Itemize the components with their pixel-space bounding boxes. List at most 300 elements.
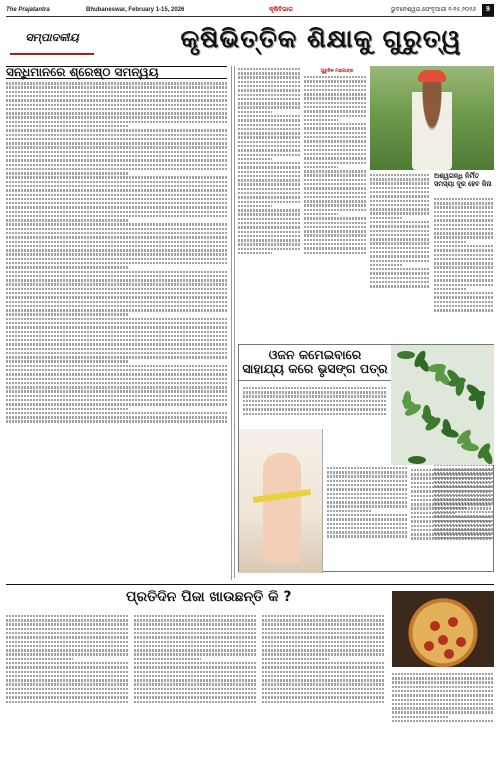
text-line [434,236,494,238]
text-line [6,296,227,298]
text-line [304,153,366,155]
text-line [304,192,366,194]
text-line [327,505,407,507]
text-line [243,408,387,410]
page-header [6,4,494,17]
text-line [6,168,227,170]
text-line [6,176,227,178]
text-line [6,692,128,694]
text-line [238,145,300,147]
text-line [238,76,300,78]
text-line [327,471,407,473]
text-line [238,158,272,160]
text-line [238,119,300,121]
text-line [304,187,366,189]
text-line [411,520,491,522]
feature-headline-line-1: ଓଜନ କମେଇବାରେ [268,347,362,362]
text-line [6,343,227,345]
text-line [238,235,300,237]
text-line [6,688,128,690]
farmer-figure [412,74,452,170]
text-line [411,507,491,509]
text-line [6,641,128,643]
text-line [392,686,494,688]
text-line [304,89,366,91]
feature-text-column-1 [327,465,407,540]
text-line [304,174,366,176]
text-line [304,119,338,121]
text-line [327,467,407,469]
text-line [370,182,430,184]
text-line [238,222,300,224]
text-line [327,535,407,537]
text-line [6,266,128,268]
text-line [262,662,384,664]
text-line [134,623,256,625]
text-line [6,249,227,251]
text-line [327,497,407,499]
text-line [6,223,227,225]
text-line [304,209,366,211]
text-line [411,477,491,479]
text-line [370,208,430,210]
text-line [6,129,227,131]
text-line [238,209,300,211]
text-line [411,525,491,527]
text-line [6,318,227,320]
text-line [6,258,227,260]
text-line [6,151,227,153]
curry-leaf [423,405,432,423]
text-line [6,91,227,93]
text-line [304,204,366,206]
text-line [243,404,387,406]
text-line [6,390,227,392]
text-line [434,245,494,247]
text-line [238,166,300,168]
text-line [434,288,467,290]
text-line [6,198,227,200]
text-line [6,313,128,315]
page-number: 9 [482,4,494,16]
text-line [304,170,366,172]
text-line [434,279,494,281]
text-line [134,615,256,617]
text-line [238,239,300,241]
text-line [6,159,227,161]
text-line [262,696,384,698]
pizza-topping [430,621,440,631]
text-line [6,181,227,183]
text-line [304,97,366,99]
text-line [411,537,491,539]
text-line [434,228,494,230]
text-line [262,632,384,634]
text-line [6,309,227,311]
text-line [134,696,256,698]
text-line [304,106,366,108]
text-line [262,615,384,617]
pizza-topping [444,649,454,659]
text-line [392,716,448,718]
text-line [304,234,366,236]
text-line [370,272,430,274]
text-line [238,111,272,113]
paper-name: The Prajatantra [6,7,50,13]
text-line [370,255,430,257]
text-line [238,248,300,250]
text-line [134,628,256,630]
text-line [6,215,227,217]
text-line [6,194,227,196]
feature-intro [243,385,387,417]
text-line [238,243,300,245]
text-line [370,242,430,244]
text-line [6,636,128,638]
text-line [6,369,227,371]
text-line [238,141,300,143]
curry-leaves-photo [391,345,494,465]
text-line [370,260,430,262]
text-line [134,645,256,647]
text-line [238,128,300,130]
pizza-topping [456,637,466,647]
text-line [370,191,430,193]
text-line [238,124,300,126]
text-line [392,703,494,705]
text-line [327,531,407,533]
pizza-column-3 [262,613,384,749]
text-line [134,701,256,703]
text-line [304,183,366,185]
text-line [6,301,227,303]
text-line [262,649,384,651]
text-line [238,132,300,134]
text-line [6,628,128,630]
text-line [238,188,300,190]
text-line [434,292,494,294]
text-line [434,266,494,268]
text-line [304,157,366,159]
text-line [304,217,366,219]
text-line [6,134,227,136]
text-line [6,104,227,106]
text-line [327,518,407,520]
text-line [6,164,227,166]
text-line [262,692,384,694]
text-line [434,254,494,256]
text-line [6,245,227,247]
text-line [238,154,300,156]
text-line [327,484,407,486]
right-top-column-1 [238,66,300,340]
text-line [134,666,256,668]
pizza-article [6,584,494,754]
text-line [304,226,366,228]
dateline: Bhubaneswar, February 1-15, 2026 [86,7,185,13]
text-line [411,512,455,514]
text-line [6,108,227,110]
text-line [243,395,387,397]
text-line [6,275,227,277]
text-line [238,171,300,173]
text-line [392,694,494,696]
text-line [392,711,494,713]
text-line [411,533,491,535]
text-line [6,615,128,617]
text-line [6,399,227,401]
text-line [134,619,256,621]
text-line [370,277,430,279]
text-line [6,352,227,354]
text-line [392,699,494,701]
text-line [134,649,256,651]
text-line [327,501,407,503]
text-line [434,296,494,298]
text-line [304,243,366,245]
text-line [6,99,227,101]
text-line [370,247,430,249]
pizza-column-2 [134,613,256,749]
text-line [370,251,430,253]
text-line [434,219,494,221]
text-line [6,653,128,655]
text-line [370,174,430,176]
feature-headline-line-2: ସାହାଯ୍ୟ କରେ ଭୃସଙ୍ଗ ପତ୍ର [242,361,388,376]
text-line [134,671,256,673]
text-line [411,482,491,484]
text-line [6,112,227,114]
text-line [6,348,227,350]
text-line [6,116,227,118]
text-line [6,228,227,230]
text-line [370,225,430,227]
pizza-topping [424,641,434,651]
text-line [6,253,227,255]
text-line [304,127,366,129]
text-line [6,292,227,294]
text-line [243,413,387,415]
text-line [370,204,430,206]
text-line [243,391,387,393]
curry-leaves-feature [238,344,494,572]
side-article-body [434,196,494,364]
text-line [262,653,384,655]
text-line [238,102,300,104]
text-line [327,510,371,512]
text-line [6,241,227,243]
text-line [134,688,256,690]
text-line [6,632,128,634]
text-line [6,202,227,204]
text-line [134,653,256,655]
text-line [392,707,494,709]
text-line [304,110,366,112]
text-line [304,179,366,181]
text-line [327,493,407,495]
text-line [370,217,403,219]
text-line [6,662,128,664]
side-article-title: ଅଶ୍ୱଗନ୍ଧି ନିର୍ମିତ ସମସ୍ୟା ଦୂର ହେବ ଜିନା [434,172,492,188]
text-line [6,378,227,380]
text-line [392,690,494,692]
right-top-byline: ଗୁରୁଦିନ ମହାପାତ୍ର [320,69,354,74]
text-line [411,490,491,492]
text-line [411,473,491,475]
text-line [238,68,300,70]
text-line [6,356,227,358]
text-line [304,93,366,95]
text-line [238,175,300,177]
text-line [304,230,366,232]
text-line [238,106,300,108]
text-line [262,688,384,690]
curry-leaf [408,456,426,464]
text-line [6,420,227,422]
text-line [6,408,128,410]
text-line [238,81,300,83]
text-line [238,196,300,198]
text-line [6,82,227,84]
text-line [6,146,227,148]
text-line [411,499,491,501]
text-line [238,226,300,228]
text-line [370,221,430,223]
masthead-band [6,19,494,63]
text-line [304,140,366,142]
pizza-photo [392,591,494,667]
text-line [304,213,338,215]
text-line [304,166,338,168]
text-line [262,683,384,685]
text-line [6,185,227,187]
farmer-photo [370,66,494,170]
text-line [134,675,256,677]
text-line [304,76,366,78]
text-line [327,475,407,477]
text-line [262,679,384,681]
text-line [238,179,300,181]
text-line [6,645,128,647]
text-line [238,205,272,207]
curry-leaf [397,351,415,359]
left-editorial-column [6,66,232,580]
text-line [6,386,227,388]
text-line [6,288,227,290]
text-line [370,268,430,270]
text-line [411,516,491,518]
text-line [392,673,494,675]
text-line [370,281,430,283]
text-line [304,102,366,104]
text-line [6,649,128,651]
text-line [262,641,384,643]
text-line [6,339,227,341]
text-line [6,619,128,621]
text-line [434,232,494,234]
text-line [327,514,407,516]
text-line [304,252,366,254]
text-line [134,692,256,694]
text-line [262,619,384,621]
waist-figure [263,453,301,563]
text-line [304,149,366,151]
text-line [434,198,494,200]
pizza-column-4 [392,671,494,749]
text-line [304,247,366,249]
text-line [434,202,494,204]
text-line [238,98,300,100]
left-article-body [6,82,227,423]
text-line [134,662,256,664]
text-line [6,412,227,414]
text-line [6,283,227,285]
text-line [238,115,300,117]
text-line [6,322,227,324]
text-line [6,138,227,140]
text-line [434,206,494,208]
text-line [262,636,384,638]
text-line [238,162,300,164]
text-line [6,623,128,625]
text-line [392,720,494,722]
text-line [370,212,430,214]
text-line [262,675,384,677]
text-line [6,142,227,144]
text-line [411,495,491,497]
left-article-title: ସନ୍ଧିମାନରେ ଶ୍ରେଷ୍ଠ ସମନ୍ୱୟ [6,66,227,79]
text-line [6,155,227,157]
text-line [370,187,430,189]
farmer-turban [418,70,446,82]
text-line [304,145,366,147]
main-headline: କୃଷିଭିତ୍ତିକ ଶିକ୍ଷାକୁ ଗୁରୁତ୍ୱ [180,24,462,53]
text-line [6,403,227,405]
pizza-topping [438,635,448,645]
feature-headline [239,345,391,381]
text-line [434,271,494,273]
text-line [134,683,256,685]
text-line [370,178,430,180]
text-line [304,80,366,82]
editorial-logo: ସମ୍ପାଦକୀୟ [10,23,94,55]
text-line [434,301,494,303]
text-line [6,232,227,234]
text-line [134,658,201,660]
text-line [6,211,227,213]
right-top-column-3 [370,172,430,340]
text-line [327,488,407,490]
text-line [370,285,430,287]
text-line [238,94,300,96]
text-line [6,189,227,191]
pizza-column-1 [6,613,128,749]
text-line [6,666,128,668]
text-line [304,239,366,241]
waist-measure-photo [239,429,323,573]
text-line [6,262,227,264]
text-line [6,360,128,362]
text-line [262,701,384,703]
text-line [238,149,300,151]
text-line [6,172,128,174]
text-line [238,218,300,220]
text-line [238,201,300,203]
text-line [6,95,227,97]
text-line [6,279,227,281]
text-line [243,387,387,389]
text-line [238,85,300,87]
